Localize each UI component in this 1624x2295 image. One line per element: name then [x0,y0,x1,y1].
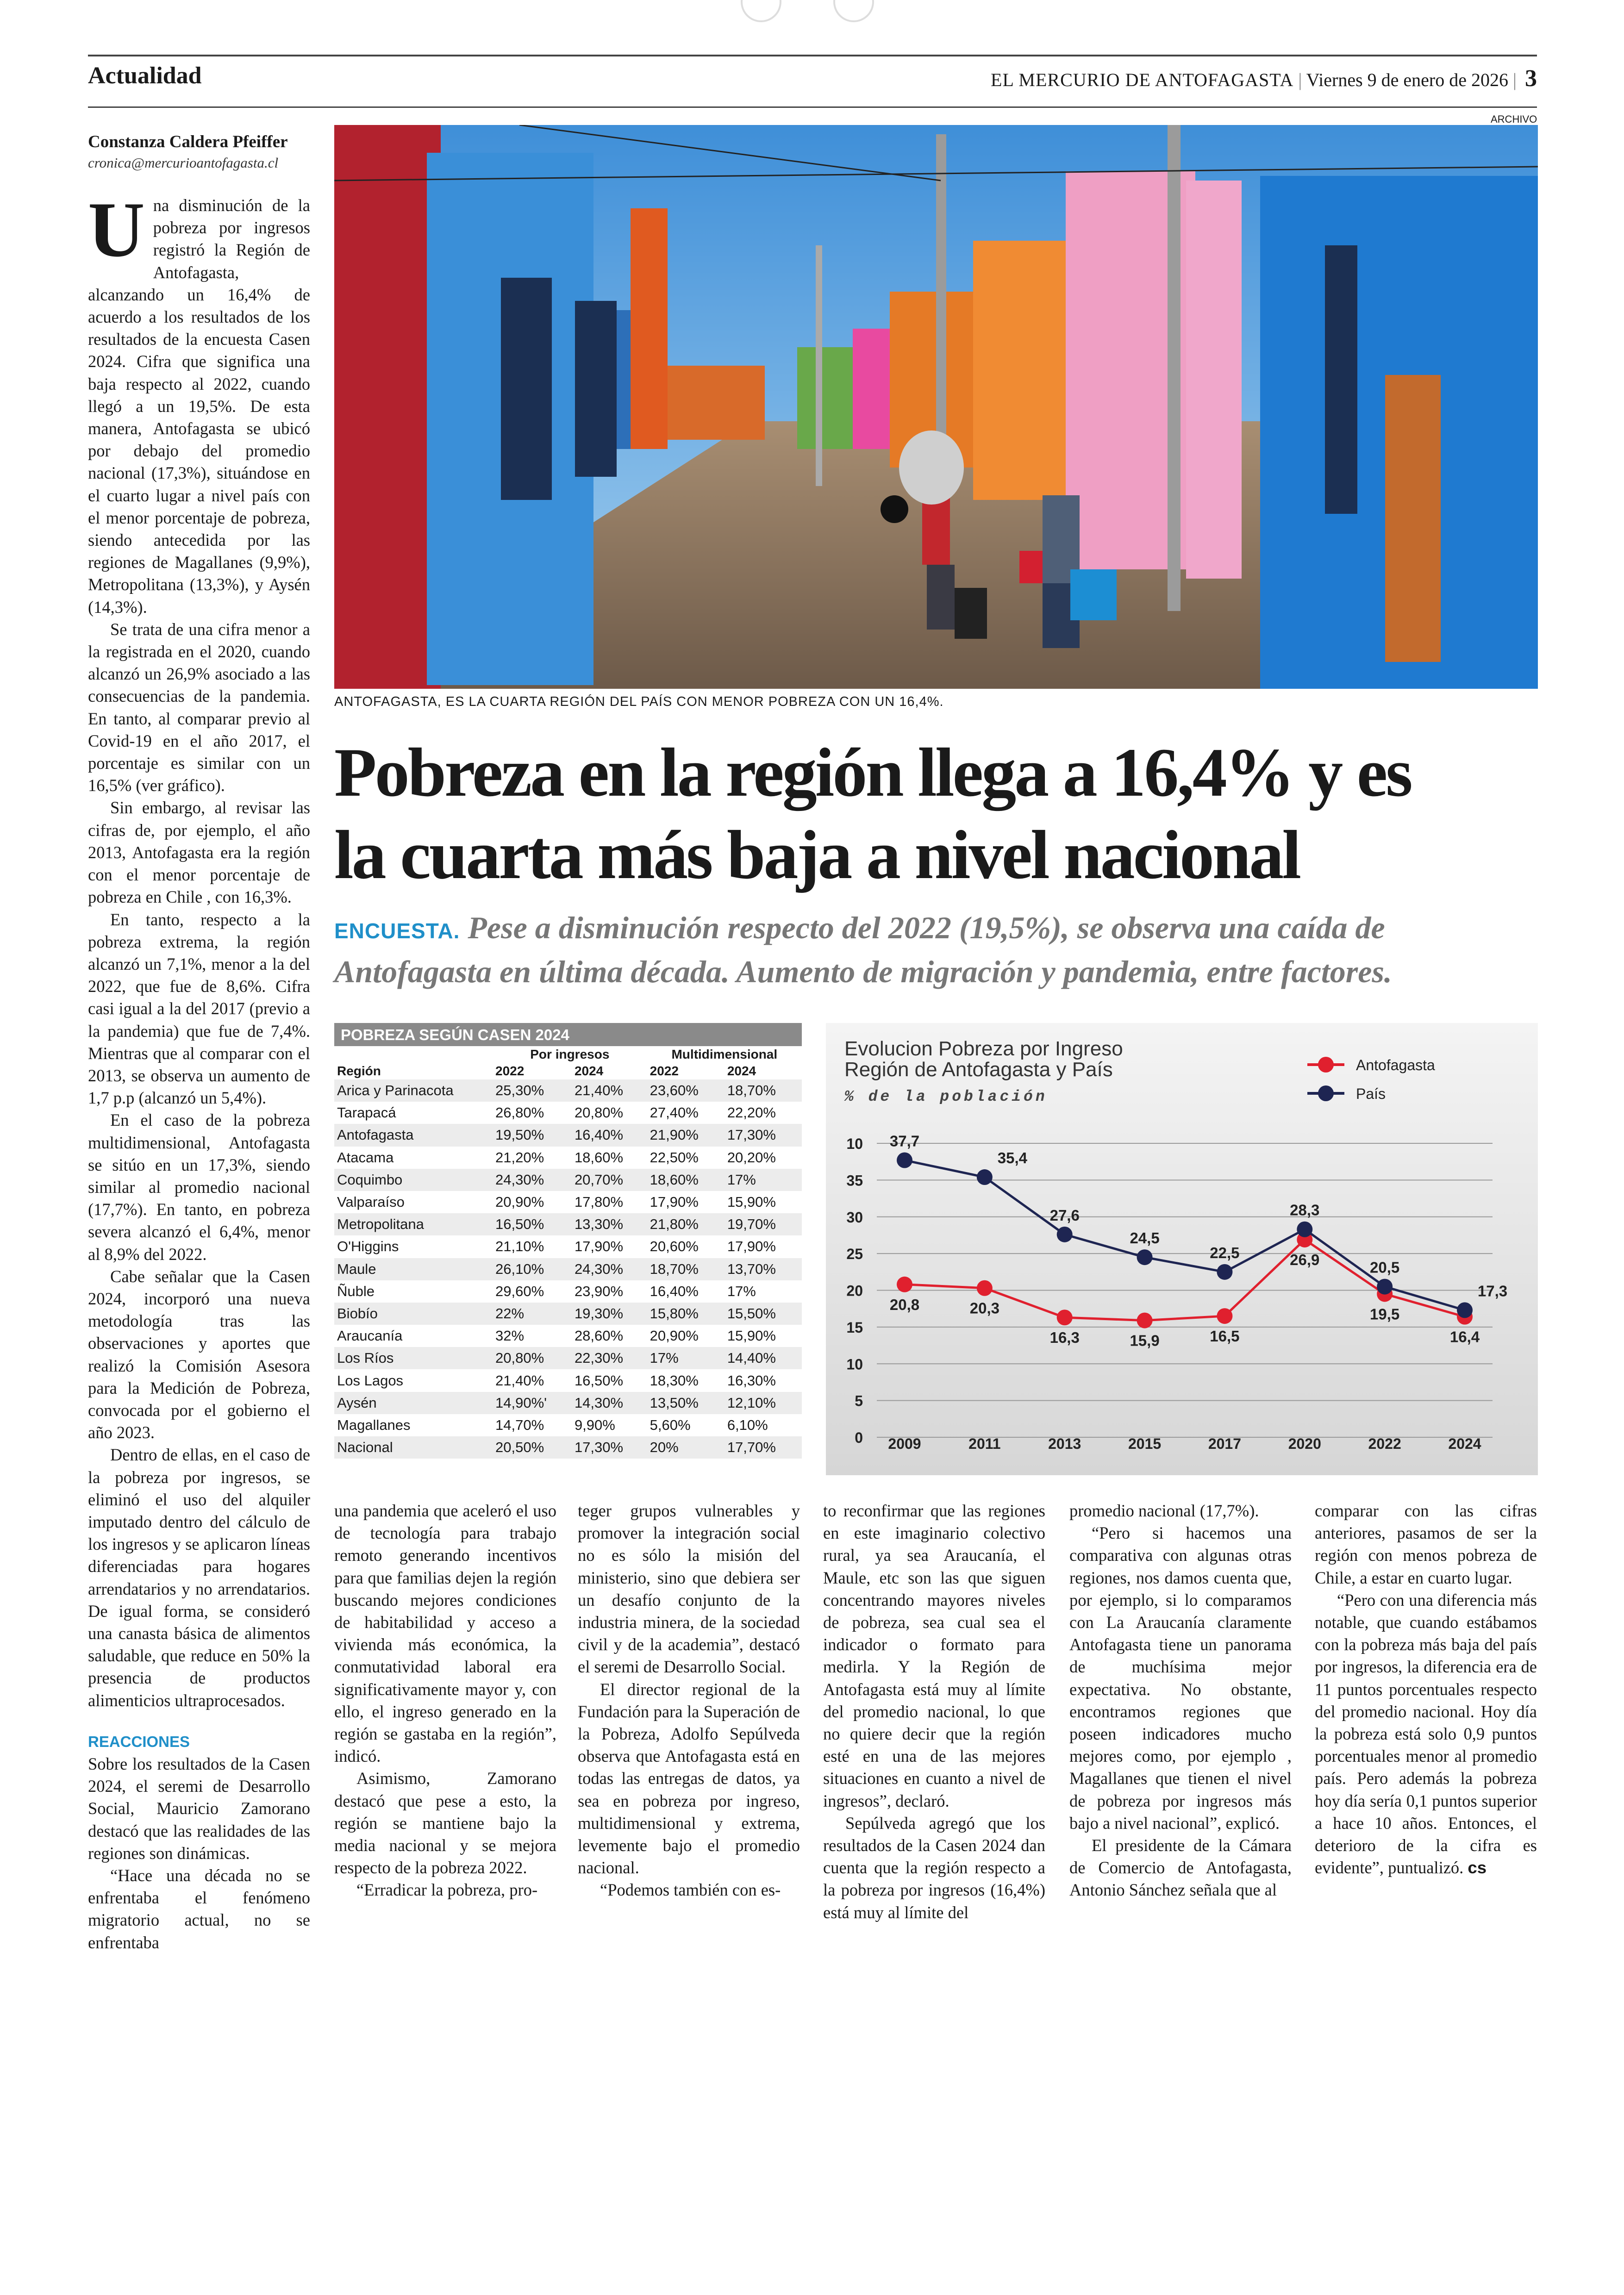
legend-label: País [1356,1085,1386,1102]
publication-info: EL MERCURIO DE ANTOFAGASTA | Viernes 9 de enero de 2026 | 3 [991,65,1537,92]
value-cell: 17,70% [725,1436,802,1459]
value-cell: 20,80% [574,1104,624,1121]
bottom-column-3 [823,1500,1045,1924]
value-cell: 17,30% [725,1124,802,1146]
legend-marker [1318,1085,1334,1101]
photo-caption: ANTOFAGASTA, ES LA CUARTA REGIÓN DEL PAÍS CON MENOR POBREZA CON UN 16,4%. [334,694,944,709]
table-row [334,1191,802,1213]
x-tick-label: 2022 [1368,1435,1401,1452]
data-label: 17,3 [1477,1282,1508,1300]
region-cell: Los Lagos [337,1372,404,1389]
value-cell: 19,30% [572,1303,647,1325]
left-text-column [88,186,310,1954]
street-photo-illustration [334,125,1538,689]
column-header-year: 2024 [727,1064,756,1078]
legend-label: Antofagasta [1356,1057,1435,1073]
value-cell: 16,30% [727,1372,776,1389]
data-label: 26,9 [1290,1251,1320,1268]
subheadline [334,907,1538,992]
value-cell: 17,80% [574,1194,624,1210]
value-cell: 18,30% [650,1372,699,1389]
data-point [1137,1313,1153,1328]
data-point [977,1280,993,1296]
region-cell: Magallanes [337,1416,411,1433]
table-row [334,1347,802,1369]
prev-page-icon[interactable] [741,0,781,22]
x-tick-label: 2009 [888,1435,921,1452]
data-label: 37,7 [889,1132,920,1150]
data-label: 16,4 [1449,1328,1480,1346]
value-cell: 5,60% [650,1416,691,1433]
headline-line-2: la cuarta más baja a nivel nacional [334,817,1300,893]
value-cell: 21,40% [572,1079,647,1102]
column-header-year: 2024 [574,1064,604,1078]
x-tick-label: 2017 [1208,1435,1242,1452]
value-cell: 14,70% [495,1416,544,1433]
region-cell: Araucanía [337,1328,403,1344]
paragraph: Dentro de ellas, en el caso de la pobreza por ingresos, se eliminó el uso del alquiler imputado dentro del cálculo de los ingresos y se aplicaron líneas diferenciadas para hogares arrendatarios y no arrendatarios. De igual forma, se consideró una canasta básica de alimentos saludable, que reduce en 50% la presencia de productos alimenticios ultraprocesados. [88,1445,310,1710]
group-header-ingresos: Por ingresos [530,1047,610,1061]
value-cell: 17% [647,1347,725,1369]
data-label: 16,5 [1210,1328,1240,1345]
value-cell: 21,40% [495,1372,544,1389]
value-cell: 29,60% [495,1283,544,1299]
data-label: 20,5 [1370,1259,1400,1276]
table-row [334,1213,802,1235]
table-row [334,1235,802,1258]
value-cell: 13,50% [647,1392,725,1414]
value-cell: 21,10% [495,1238,544,1255]
column-header-year: 2022 [495,1064,525,1078]
data-point [1057,1227,1073,1242]
headline [334,731,1538,896]
table-row [334,1147,802,1169]
bottom-column-2 [578,1500,800,1902]
paragraph: “Hace una década no se enfrentaba el fenómeno migratorio actual, no se enfrentaba [88,1866,310,1952]
data-label: 20,3 [969,1299,999,1317]
table-row [334,1280,802,1303]
y-tick-label: 30 [846,1209,863,1226]
paragraph: “Pero si hacemos una comparativa con algunas otras regiones, nos damos cuenta que, por ejemplo, si lo comparamos con La Araucanía claramente Antofagasta tiene un panorama de muchísima mejor expectativa. No obstante, encontramos regiones que poseen indicadores mucho mejores como, por ejemplo , Magallanes que tienen el nivel de pobreza por ingresos más bajo a nivel nacional”, explicó. [1069,1523,1292,1833]
street-photo [334,125,1538,689]
value-cell: 21,20% [495,1149,544,1166]
data-point [897,1277,912,1292]
value-cell: 17,90% [574,1238,624,1255]
y-tick-label: 25 [846,1246,863,1263]
value-cell: 26,10% [493,1258,572,1280]
column-header-region: Región [337,1064,381,1078]
value-cell: 17,90% [727,1238,776,1255]
value-cell: 32% [495,1328,525,1344]
value-cell: 25,30% [493,1079,572,1102]
paragraph: “Erradicar la pobreza, pro- [356,1880,538,1900]
table-title: POBREZA SEGÚN CASEN 2024 [334,1023,802,1046]
table-row [334,1079,802,1102]
subhead-text: Pese a disminución respecto del 2022 (19,5%), se observa una caída de Antofagasta en última década. Aumento de migración y pandemia, entre factores. [334,910,1392,989]
issue-date: Viernes 9 de enero de 2026 [1306,69,1508,90]
value-cell: 22,30% [572,1347,647,1369]
value-cell: 17% [727,1283,756,1299]
end-mark: cs [1468,1858,1487,1877]
bottom-column-4 [1069,1500,1292,1902]
value-cell: 20,20% [727,1149,776,1166]
column-header-year: 2022 [650,1064,679,1078]
region-cell: Maule [334,1258,493,1280]
value-cell: 22,20% [727,1104,776,1121]
value-cell: 16,50% [493,1213,572,1235]
paragraph: Sepúlveda agregó que los resultados de la Casen 2024 dan cuenta que la región respecto a la pobreza por ingresos (16,4%) está muy al límite del [823,1813,1045,1922]
paragraph: Se trata de una cifra menor a la registrada en el 2020, cuando alcanzó un 26,9% asociado a las consecuencias de la pandemia. En tanto, al comparar previo al Covid-19 en el año 2017, el porcentaje es similar con un 16,5% (ver gráfico). [88,619,310,795]
value-cell: 22% [493,1303,572,1325]
table-row [334,1436,802,1459]
paragraph: En el caso de la pobreza multidimensional, Antofagasta se sitúo en un 17,3%, siendo similar al promedio nacional (17,7%). En tanto, en pobreza severa alcanzó el 6,4%, menor al 8,9% del 2022. [88,1110,310,1264]
poverty-table [334,1023,802,1479]
value-cell: 16,40% [572,1124,647,1146]
poverty-chart [826,1023,1538,1475]
x-tick-label: 2013 [1048,1435,1081,1452]
paragraph: En tanto, respecto a la pobreza extrema, la región alcanzó un 7,1%, menor a la del 2022, que fue de 8,6%. Cifra casi igual a la del 2017 (previo a la pandemia) que fue de 7,4%. Mientras que al comparar con el 2013, se observa un aumento de 1,7 p.p (alcanzó un 5,4%). [88,910,310,1108]
paragraph-text: “Pero con una diferencia más notable, que cuando estábamos con la pobreza más baja del país por ingresos, la diferencia era de 11 puntos porcentuales respecto del promedio nacional. Hoy día la pobreza está solo 0,9 puntos porcentuales menor al promedio país. Pero además la pobreza hoy día sería 0,1 puntos superior a hace 10 años. Entonces, el deterioro de la cifra es evidente”, puntualizó. [1315,1590,1537,1877]
region-cell: Los Ríos [334,1347,493,1369]
y-tick-label: 20 [846,1282,863,1299]
value-cell: 23,90% [574,1283,624,1299]
paragraph: Sobre los resultados de la Casen 2024, el seremi de Desarrollo Social, Mauricio Zamorano destacó que las realidades de las regiones son dinámicas. [88,1754,310,1863]
paragraph: una pandemia que aceleró el uso de tecnología para trabajo remoto generando incentivos para que familias dejen la región buscando mejores condiciones de habitabilidad y acceso a vivienda más económica, la conmutatividad laboral era significativamente mayor y, con ello, el ingreso generado en la región se gastaba en la región”, indicó. [334,1501,556,1766]
value-cell: 20,50% [493,1436,572,1459]
data-label: 27,6 [1049,1206,1080,1224]
value-cell: 14,30% [572,1392,647,1414]
data-label: 16,3 [1049,1329,1080,1347]
y-tick-label: 0 [855,1429,863,1446]
newspaper-name: EL MERCURIO DE ANTOFAGASTA [991,69,1294,90]
value-cell: 20,90% [650,1328,699,1344]
region-cell: Atacama [337,1149,394,1166]
poverty-data-table [334,1046,802,1459]
paragraph: comparar con las cifras anteriores, pasamos de ser la región con menos pobreza de Chile, a estar en cuarto lugar. [1315,1501,1537,1587]
value-cell: 16,50% [574,1372,624,1389]
region-cell: Antofagasta [334,1124,493,1146]
table-row [334,1414,802,1436]
byline [88,132,319,171]
data-label: 24,5 [1130,1229,1160,1247]
value-cell: 13,70% [725,1258,802,1280]
data-label: 28,3 [1290,1201,1320,1219]
y-tick-label: 10 [846,1135,863,1152]
value-cell: 23,60% [647,1079,725,1102]
author-name: Constanza Caldera Pfeiffer [88,132,288,151]
data-point [1457,1302,1473,1318]
value-cell: 17,30% [572,1436,647,1459]
page-number: 3 [1525,65,1537,92]
value-cell: 16,40% [650,1283,699,1299]
region-cell: Coquimbo [334,1169,493,1191]
region-cell: Nacional [334,1436,493,1459]
page-header [88,55,1537,108]
paragraph: na disminución de la pobreza por ingresos registró la Región de Antofagasta, alcanzando un 16,4% de acuerdo a los resultados de los resultados de la encuesta Casen 2024. Cifra que significa una baja respecto al 2022, cuando llegó a un 19,5%. De esta manera, Antofagasta se ubicó por debajo del promedio nacional (17,3%), situándose en el cuarto lugar a nivel país con el menor porcentaje de pobreza, siendo antecedida por las regiones de Magallanes (9,9%), Metropolitana (13,3%), y Aysén (14,3%). [88,196,310,617]
value-cell: 18,60% [647,1169,725,1191]
value-cell: 14,40% [725,1347,802,1369]
paragraph: Sin embargo, al revisar las cifras de, por ejemplo, el año 2013, Antofagasta era la región con el menor porcentaje de pobreza en Chile , con 16,3%. [88,798,310,907]
value-cell: 24,30% [572,1258,647,1280]
subsection-heading: REACCIONES [88,1733,190,1750]
value-cell: 15,90% [727,1328,776,1344]
author-email[interactable]: cronica@mercurioantofagasta.cl [88,155,279,171]
region-cell: Valparaíso [337,1194,405,1210]
subhead-tag: ENCUESTA. [334,919,460,943]
value-cell: 12,10% [725,1392,802,1414]
chart-subtitle: % de la población [844,1088,1048,1105]
data-point [1377,1279,1393,1295]
value-cell: 20% [647,1436,725,1459]
region-cell: Metropolitana [334,1213,493,1235]
value-cell: 18,70% [725,1079,802,1102]
value-cell: 26,80% [495,1104,544,1121]
data-point [1057,1310,1073,1325]
data-point [1137,1249,1153,1265]
next-page-icon[interactable] [833,0,874,22]
data-point [1297,1222,1312,1237]
table-row [334,1369,802,1391]
paragraph: teger grupos vulnerables y promover la integración social no es sólo la misión del ministerio, sino que debiera ser un desafío conjunto de la industria minera, de la sociedad civil y de la academia”, destacó el seremi de Desarrollo Social. [578,1501,800,1677]
y-tick-label: 15 [846,1319,863,1336]
data-label: 19,5 [1370,1305,1400,1323]
y-tick-label: 35 [846,1172,863,1189]
data-label: 20,8 [889,1296,920,1313]
page-nav [741,0,889,23]
paragraph [1315,1589,1537,1879]
value-cell: 27,40% [650,1104,699,1121]
region-cell: Aysén [334,1392,493,1414]
section-label: Actualidad [88,62,202,89]
y-tick-label: 5 [855,1392,863,1409]
value-cell: 18,60% [574,1149,624,1166]
value-cell: 20,80% [493,1347,572,1369]
data-point [897,1153,912,1168]
bottom-column-5 [1315,1500,1537,1879]
region-cell: Biobío [334,1303,493,1325]
table-row [334,1303,802,1325]
value-cell: 28,60% [574,1328,624,1344]
region-cell: Ñuble [337,1283,375,1299]
paragraph: El director regional de la Fundación para la Superación de la Pobreza, Adolfo Sepúlveda observa que Antofagasta está en todas las entregas de datos, ya sea en pobreza por ingreso, multidimensional y extrema, levemente bajo el promedio nacional. [578,1679,800,1877]
paragraph: to reconfirmar que las regiones en este imaginario colectivo rural, ya sea Araucanía, el Maule, etc son las que siguen concentrando mayores niveles de pobreza, sea cual sea el indicador o formato para medirla. Y la Región de Antofagasta está muy al límite del promedio nacional, lo que no quiere decir que la región esté en una de las mejores situaciones en cuanto a nivel de ingresos”, declaró. [823,1501,1045,1810]
data-point [1217,1264,1232,1280]
value-cell: 15,90% [727,1194,776,1210]
value-cell: 22,50% [650,1149,699,1166]
region-cell: O'Higgins [337,1238,399,1255]
value-cell: 6,10% [727,1416,768,1433]
table-row [334,1392,802,1414]
data-label: 35,4 [997,1149,1027,1167]
x-tick-label: 2020 [1288,1435,1321,1452]
table-row [334,1325,802,1347]
paragraph: Cabe señalar que la Casen 2024, incorporó una nueva metodología tras las observaciones y aportes que realizó la Comisión Asesora para la Medición de Pobreza, convocada por el gobierno el año 2023. [88,1266,310,1442]
value-cell: 15,50% [725,1303,802,1325]
value-cell: 20,90% [495,1194,544,1210]
value-cell: 14,90%' [493,1392,572,1414]
value-cell: 19,70% [725,1213,802,1235]
table-row [334,1124,802,1146]
chart-title-line-2: Región de Antofagasta y País [844,1058,1113,1081]
data-label: 15,9 [1130,1332,1160,1349]
value-cell: 9,90% [574,1416,615,1433]
value-cell: 24,30% [493,1169,572,1191]
x-tick-label: 2024 [1448,1435,1481,1452]
data-point [977,1169,993,1185]
y-tick-label: 10 [846,1356,863,1373]
poverty-line-chart [826,1023,1538,1475]
value-cell: 15,80% [647,1303,725,1325]
data-label: 22,5 [1210,1244,1240,1261]
value-cell: 18,70% [647,1258,725,1280]
region-cell: Arica y Parinacota [334,1079,493,1102]
drop-cap: U [88,186,145,273]
paragraph: El presidente de la Cámara de Comercio de Antofagasta, Antonio Sánchez señala que al [1069,1836,1292,1900]
table-row [334,1102,802,1124]
table-row [334,1258,802,1280]
value-cell: 21,90% [647,1124,725,1146]
data-point [1217,1308,1232,1324]
paragraph: promedio nacional (17,7%). [1069,1501,1259,1520]
value-cell: 19,50% [493,1124,572,1146]
value-cell: 17,90% [650,1194,699,1210]
photo-credit: ARCHIVO [1491,113,1537,125]
region-cell: Tarapacá [337,1104,396,1121]
bottom-column-1 [334,1500,556,1902]
group-header-multidimensional: Multidimensional [671,1047,778,1061]
legend-marker [1318,1057,1334,1073]
headline-line-1: Pobreza en la región llega a 16,4% y es [334,734,1411,811]
chart-title-line-1: Evolucion Pobreza por Ingreso [844,1037,1123,1060]
paragraph: “Podemos también con es- [600,1880,781,1900]
value-cell: 20,60% [650,1238,699,1255]
value-cell: 21,80% [647,1213,725,1235]
x-tick-label: 2011 [968,1435,1001,1452]
value-cell: 13,30% [572,1213,647,1235]
value-cell: 20,70% [572,1169,647,1191]
value-cell: 17% [725,1169,802,1191]
paragraph: Asimismo, Zamorano destacó que pese a esto, la región se mantiene bajo la media nacional y se mejora respecto de la pobreza 2022. [334,1769,556,1877]
table-row [334,1169,802,1191]
x-tick-label: 2015 [1128,1435,1162,1452]
